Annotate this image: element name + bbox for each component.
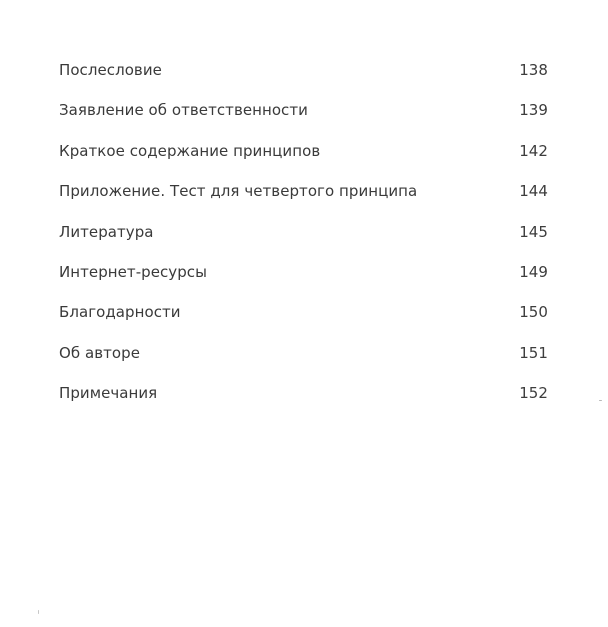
toc-entry [59,98,548,138]
scan-speck [599,400,602,401]
toc-entry-title: Об авторе [59,343,140,362]
table-of-contents [59,58,548,422]
scan-speck [38,610,39,614]
toc-entry-title: Послесловие [59,61,162,79]
toc-entry-title: Заявление об ответственности [59,101,308,120]
toc-entry-title: Примечания [59,384,158,403]
toc-entry [59,300,548,340]
toc-entry-title: Приложение. Тест для четвертого принципа [59,182,418,201]
toc-entry [59,58,548,98]
toc-entry [59,381,548,421]
toc-entry-page-number: 144 [519,182,548,201]
toc-entry-page-number: 145 [519,222,548,241]
toc-entry-page-number: 139 [519,101,548,120]
toc-entry [59,260,548,300]
toc-entry-title: Благодарности [59,303,181,322]
toc-entry [59,341,548,381]
toc-entry-page-number: 142 [519,141,548,160]
toc-entry-page-number: 151 [519,343,548,362]
toc-entry [59,220,548,260]
toc-entry [59,179,548,219]
toc-entry-page-number: 152 [519,384,548,403]
toc-entry-page-number: 149 [519,262,548,281]
toc-entry [59,139,548,179]
toc-entry-title: Краткое содержание принципов [59,141,321,160]
toc-entry-page-number: 138 [519,61,548,79]
toc-entry-page-number: 150 [519,303,548,322]
toc-entry-title: Литература [59,222,154,241]
toc-entry-title: Интернет-ресурсы [59,262,207,281]
